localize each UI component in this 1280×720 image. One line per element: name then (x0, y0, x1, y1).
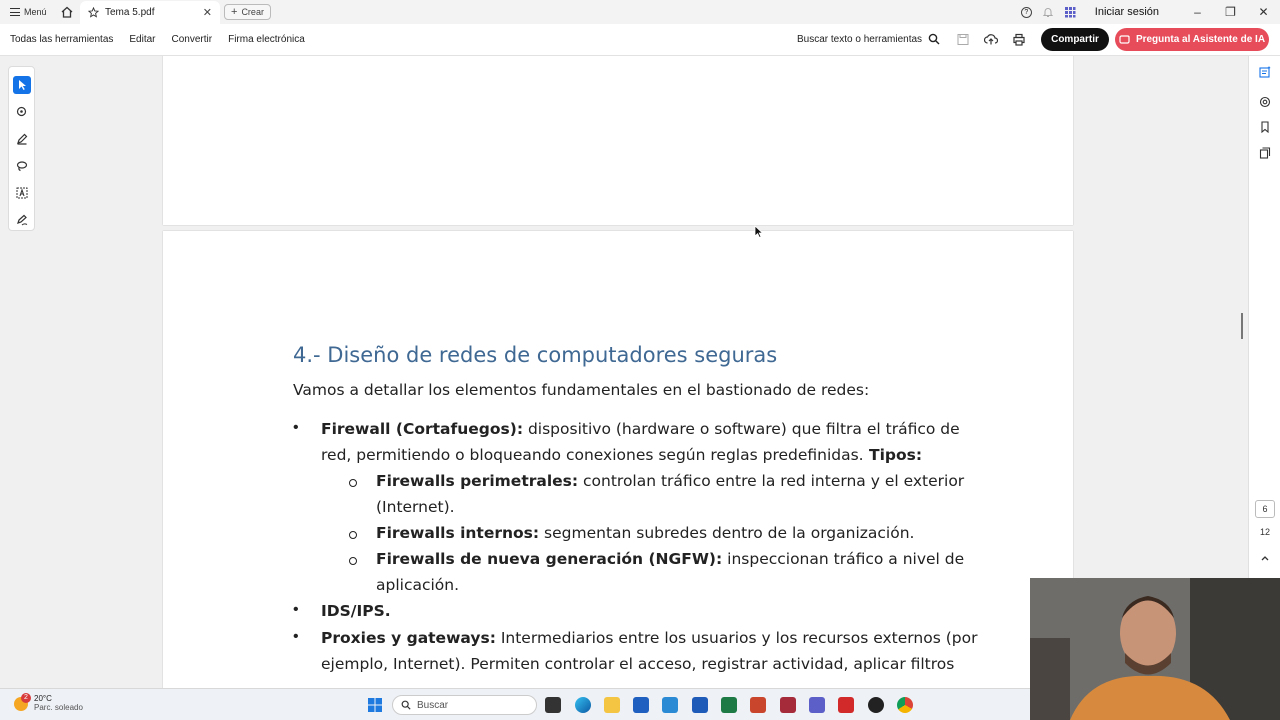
print-icon[interactable] (1012, 33, 1026, 46)
perimetrales-text-2: (Internet). (376, 498, 455, 516)
webcam-overlay (1030, 578, 1280, 720)
sign-tool[interactable] (13, 211, 31, 229)
sub-item-internos (376, 524, 914, 542)
mouse-cursor-icon (754, 225, 764, 239)
sub-bullet-marker (349, 557, 357, 565)
outlook-icon[interactable] (662, 697, 678, 713)
sub-bullet-marker (349, 479, 357, 487)
hamburger-icon (10, 8, 20, 16)
list-item-ids-ips (321, 602, 391, 620)
term-firewall: Firewall (Cortafuegos): (321, 420, 524, 438)
help-icon[interactable]: ? (1021, 7, 1032, 18)
restore-icon[interactable]: ❐ (1225, 5, 1236, 19)
lasso-icon (16, 160, 28, 172)
menu-edit[interactable]: Editar (129, 34, 156, 45)
left-tool-panel (8, 66, 35, 231)
create-button[interactable] (224, 4, 271, 20)
bullet-marker: • (293, 628, 299, 645)
zoom-comment-icon (16, 106, 28, 118)
chevron-up-icon[interactable] (1259, 552, 1271, 564)
signature-pen-icon (16, 214, 28, 226)
firewall-text-2: red, permitiendo o bloqueando conexiones según reglas predefinidas. (321, 446, 864, 464)
sub-bullet-marker (349, 531, 357, 539)
term-perimetrales: Firewalls perimetrales: (376, 472, 579, 490)
create-label: Crear (241, 7, 264, 17)
intro-paragraph: Vamos a detallar los elementos fundamentales en el bastionado de redes: (293, 381, 870, 399)
attachment-icon[interactable] (1259, 96, 1271, 108)
tab-close-icon[interactable]: ✕ (202, 7, 212, 19)
zoom-tool[interactable] (13, 103, 31, 121)
pdf-page-previous (163, 56, 1073, 225)
pdf-page-current (163, 231, 1073, 688)
term-ids-ips: IDS/IPS. (321, 602, 391, 620)
ngfw-text-1: inspeccionan tráfico a nivel de (722, 550, 965, 568)
presenter-video-image (1030, 578, 1280, 720)
weather-temp: 20°C (34, 694, 52, 703)
sub-item-ngfw-cont (376, 576, 459, 594)
upload-cloud-icon[interactable] (984, 33, 998, 46)
sub-item-ngfw (376, 550, 964, 568)
weather-badge: 2 (21, 693, 31, 703)
apps-grid-icon[interactable] (1064, 6, 1076, 18)
excel-icon[interactable] (721, 697, 737, 713)
access-icon[interactable] (780, 697, 796, 713)
close-window-icon[interactable]: ✕ (1258, 5, 1269, 19)
list-item-firewall-cont (321, 446, 922, 464)
cursor-arrow-icon (17, 79, 27, 91)
home-icon[interactable] (60, 5, 74, 19)
search-tools-label: Buscar texto o herramientas (797, 33, 923, 45)
text-tool[interactable] (13, 184, 31, 202)
internos-text-1: segmentan subredes dentro de la organización. (539, 524, 915, 542)
menu-e-signature[interactable]: Firma electrónica (228, 34, 305, 45)
save-icon[interactable] (956, 33, 970, 46)
ai-assistant-label: Pregunta al Asistente de IA (1135, 34, 1266, 45)
sub-item-perimetrales (376, 472, 964, 490)
taskbar (0, 688, 1030, 720)
sub-item-perimetrales-cont (376, 498, 455, 516)
bookmark-icon[interactable] (1259, 121, 1271, 133)
word-icon[interactable] (692, 697, 708, 713)
menu-all-tools[interactable]: Todas las herramientas (10, 34, 114, 45)
perimetrales-text-1: controlan tráfico entre la red interna y el exterior (578, 472, 965, 490)
proxies-text-2: ejemplo, Internet). Permiten controlar el acceso, registrar actividad, aplicar filtros (321, 655, 955, 673)
minimize-icon[interactable]: – (1194, 5, 1201, 19)
tab-document[interactable] (80, 1, 220, 24)
pages-icon[interactable] (1259, 147, 1271, 159)
term-tipos: Tipos: (863, 446, 923, 464)
file-explorer-icon[interactable] (604, 697, 620, 713)
recorder-icon[interactable] (868, 697, 884, 713)
total-pages: 12 (1259, 527, 1270, 537)
menu-label: Menú (24, 7, 47, 17)
term-ngfw: Firewalls de nueva generación (NGFW): (376, 550, 723, 568)
ai-assistant-icon (1119, 34, 1131, 46)
menu-button[interactable] (0, 7, 57, 17)
tab-label: Tema 5.pdf (105, 7, 155, 18)
search-tools-button[interactable] (797, 33, 940, 45)
draw-tool[interactable] (13, 157, 31, 175)
taskbar-search-placeholder: Buscar (417, 699, 449, 711)
term-proxies: Proxies y gateways: (321, 629, 496, 647)
firewall-text-1: dispositivo (hardware o software) que filtra el tráfico de (523, 420, 960, 438)
search-icon (928, 33, 940, 45)
list-item-firewall (321, 420, 960, 438)
select-tool[interactable] (13, 76, 31, 94)
search-icon (401, 700, 411, 710)
bullet-marker: • (293, 419, 299, 436)
proxies-text-1: Intermediarios entre los usuarios y los recursos externos (por (495, 629, 978, 647)
windows-start-icon[interactable] (367, 697, 383, 713)
weather-desc: Parc. soleado (34, 703, 83, 712)
teams-icon[interactable] (809, 697, 825, 713)
pencil-icon (16, 133, 28, 145)
weather-sun-icon (14, 694, 28, 711)
store-icon[interactable] (633, 697, 649, 713)
edge-browser-icon[interactable] (575, 697, 591, 713)
plus-icon: + (231, 6, 238, 18)
title-bar (0, 0, 1280, 24)
term-internos: Firewalls internos: (376, 524, 540, 542)
ngfw-text-2: aplicación. (376, 576, 460, 594)
comment-panel-icon[interactable] (1259, 66, 1271, 78)
chrome-icon[interactable] (897, 697, 913, 713)
login-button[interactable]: Iniciar sesión (1094, 6, 1159, 18)
share-button[interactable]: Compartir (1041, 28, 1109, 51)
ai-assistant-button[interactable] (1115, 28, 1269, 51)
current-page-input[interactable]: 6 (1255, 500, 1275, 518)
acrobat-icon[interactable] (838, 697, 854, 713)
list-item-proxies-cont (321, 655, 954, 673)
taskbar-search[interactable] (392, 695, 537, 715)
text-box-icon (16, 187, 28, 199)
star-icon[interactable] (88, 7, 99, 18)
task-view-icon[interactable] (545, 697, 561, 713)
section-heading: 4.- Diseño de redes de computadores seguras (293, 343, 778, 367)
powerpoint-icon[interactable] (750, 697, 766, 713)
vertical-scrollbar[interactable] (1241, 313, 1243, 339)
toolbar (0, 24, 1280, 56)
menu-convert[interactable]: Convertir (171, 34, 213, 45)
bullet-marker: • (293, 601, 299, 618)
highlight-tool[interactable] (13, 130, 31, 148)
list-item-proxies (321, 629, 977, 647)
weather-widget[interactable] (14, 694, 83, 712)
bell-icon[interactable] (1042, 6, 1054, 18)
